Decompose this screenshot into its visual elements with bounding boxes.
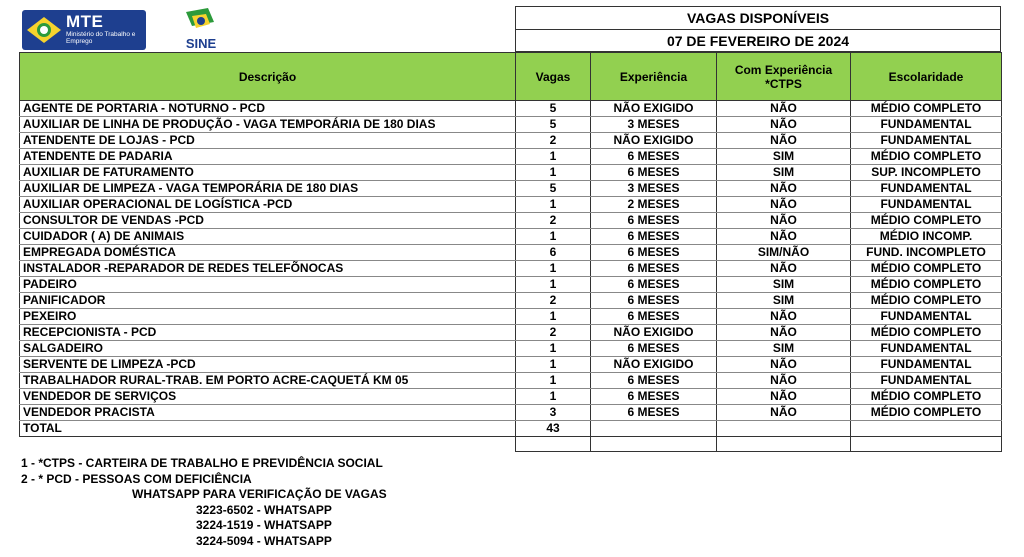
cell-descricao: PADEIRO [20, 277, 516, 293]
cell-ctps: SIM [717, 341, 851, 357]
cell-vagas: 6 [516, 245, 591, 261]
col-header-descricao: Descrição [20, 53, 516, 101]
cell-ctps: NÃO [717, 197, 851, 213]
cell-vagas: 1 [516, 341, 591, 357]
brazil-flag-icon [25, 14, 63, 46]
whatsapp-phone: 3224-1519 - WHATSAPP [196, 518, 332, 532]
cell-escolaridade: MÉDIO COMPLETO [851, 405, 1002, 421]
cell-experiencia: 3 MESES [591, 181, 717, 197]
cell-descricao: AUXILIAR DE LINHA DE PRODUÇÃO - VAGA TEMPORÁRIA DE 180 DIAS [20, 117, 516, 133]
cell-escolaridade: FUNDAMENTAL [851, 357, 1002, 373]
sine-logo [178, 6, 224, 52]
cell-vagas: 2 [516, 213, 591, 229]
cell-ctps: NÃO [717, 229, 851, 245]
page-title: VAGAS DISPONÍVEIS [686, 10, 830, 26]
cell-experiencia: NÃO EXIGIDO [591, 357, 717, 373]
cell-escolaridade: MÉDIO COMPLETO [851, 389, 1002, 405]
page-date: 07 DE FEVEREIRO DE 2024 [516, 29, 1000, 52]
table-row [20, 213, 1002, 229]
table-row [20, 325, 1002, 341]
table-row [20, 277, 1002, 293]
col-header-experiencia: Experiência [591, 53, 717, 101]
whatsapp-phone: 3223-6502 - WHATSAPP [196, 502, 332, 517]
table-body [20, 101, 1002, 421]
col-header-vagas: Vagas [516, 53, 591, 101]
cell-experiencia: NÃO EXIGIDO [591, 325, 717, 341]
cell-escolaridade: MÉDIO COMPLETO [851, 101, 1002, 117]
whatsapp-phone: 3224-5094 - WHATSAPP [196, 533, 332, 548]
cell-descricao: AUXILIAR DE FATURAMENTO [20, 165, 516, 181]
table-row [20, 405, 1002, 421]
total-empty-cell [717, 421, 851, 437]
cell-ctps: NÃO [717, 117, 851, 133]
cell-descricao: PEXEIRO [20, 309, 516, 325]
cell-experiencia: 6 MESES [591, 261, 717, 277]
blank-row [20, 437, 1002, 452]
cell-experiencia: 6 MESES [591, 405, 717, 421]
cell-escolaridade: MÉDIO COMPLETO [851, 325, 1002, 341]
cell-descricao: TRABALHADOR RURAL-TRAB. EM PORTO ACRE-CAQUETÁ KM 05 [20, 373, 516, 389]
cell-descricao: AUXILIAR OPERACIONAL DE LOGÍSTICA -PCD [20, 197, 516, 213]
cell-ctps: NÃO [717, 213, 851, 229]
blank-cell [591, 437, 717, 452]
cell-experiencia: 2 MESES [591, 197, 717, 213]
table-row [20, 389, 1002, 405]
cell-descricao: CUIDADOR ( A) DE ANIMAIS [20, 229, 516, 245]
total-empty-cell [851, 421, 1002, 437]
cell-escolaridade: MÉDIO COMPLETO [851, 261, 1002, 277]
col-header-escolaridade: Escolaridade [851, 53, 1002, 101]
cell-experiencia: 6 MESES [591, 373, 717, 389]
cell-ctps: SIM [717, 165, 851, 181]
cell-experiencia: 6 MESES [591, 389, 717, 405]
cell-ctps: NÃO [717, 101, 851, 117]
mte-logo [22, 10, 146, 50]
mte-subtitle: Ministério do Trabalho e Emprego [66, 31, 136, 45]
cell-escolaridade: MÉDIO COMPLETO [851, 277, 1002, 293]
cell-descricao: VENDEDOR DE SERVIÇOS [20, 389, 516, 405]
vacancies-table [19, 52, 1002, 452]
cell-descricao: VENDEDOR PRACISTA [20, 405, 516, 421]
cell-vagas: 5 [516, 101, 591, 117]
cell-ctps: SIM [717, 149, 851, 165]
whatsapp-title: WHATSAPP PARA VERIFICAÇÃO DE VAGAS [132, 487, 387, 501]
cell-ctps: NÃO [717, 133, 851, 149]
cell-descricao: SALGADEIRO [20, 341, 516, 357]
cell-vagas: 1 [516, 197, 591, 213]
cell-experiencia: NÃO EXIGIDO [591, 101, 717, 117]
cell-vagas: 1 [516, 309, 591, 325]
cell-ctps: NÃO [717, 309, 851, 325]
cell-descricao: RECEPCIONISTA - PCD [20, 325, 516, 341]
header-box [515, 6, 1001, 52]
cell-experiencia: 3 MESES [591, 117, 717, 133]
cell-ctps: NÃO [717, 405, 851, 421]
table-row [20, 357, 1002, 373]
cell-experiencia: 6 MESES [591, 213, 717, 229]
cell-experiencia: 6 MESES [591, 341, 717, 357]
cell-descricao: AGENTE DE PORTARIA - NOTURNO - PCD [20, 101, 516, 117]
cell-vagas: 1 [516, 277, 591, 293]
cell-vagas: 1 [516, 165, 591, 181]
cell-ctps: NÃO [717, 389, 851, 405]
cell-experiencia: 6 MESES [591, 293, 717, 309]
cell-escolaridade: FUNDAMENTAL [851, 309, 1002, 325]
logos-area [18, 6, 238, 52]
cell-escolaridade: MÉDIO COMPLETO [851, 213, 1002, 229]
cell-ctps: SIM [717, 293, 851, 309]
total-value: 43 [516, 421, 591, 437]
table-row [20, 309, 1002, 325]
cell-descricao: EMPREGADA DOMÉSTICA [20, 245, 516, 261]
footnote-ctps: 1 - *CTPS - CARTEIRA DE TRABALHO E PREVIDÊNCIA SOCIAL [21, 456, 383, 470]
cell-experiencia: 6 MESES [591, 309, 717, 325]
table-row [20, 341, 1002, 357]
table-row [20, 165, 1002, 181]
cell-escolaridade: FUNDAMENTAL [851, 117, 1002, 133]
cell-escolaridade: FUNDAMENTAL [851, 341, 1002, 357]
cell-escolaridade: FUNDAMENTAL [851, 373, 1002, 389]
cell-escolaridade: FUNDAMENTAL [851, 197, 1002, 213]
cell-experiencia: 6 MESES [591, 277, 717, 293]
total-empty-cell [591, 421, 717, 437]
cell-vagas: 5 [516, 181, 591, 197]
sine-emblem-icon [178, 6, 224, 38]
cell-experiencia: 6 MESES [591, 229, 717, 245]
blank-cell [516, 437, 591, 452]
cell-vagas: 2 [516, 325, 591, 341]
cell-vagas: 1 [516, 389, 591, 405]
total-row [20, 421, 1002, 437]
cell-descricao: CONSULTOR DE VENDAS -PCD [20, 213, 516, 229]
cell-experiencia: NÃO EXIGIDO [591, 133, 717, 149]
cell-descricao: SERVENTE DE LIMPEZA -PCD [20, 357, 516, 373]
cell-vagas: 1 [516, 261, 591, 277]
cell-vagas: 5 [516, 117, 591, 133]
table-row [20, 133, 1002, 149]
table-row [20, 117, 1002, 133]
cell-descricao: AUXILIAR DE LIMPEZA - VAGA TEMPORÁRIA DE 180 DIAS [20, 181, 516, 197]
cell-vagas: 2 [516, 293, 591, 309]
table-row [20, 293, 1002, 309]
cell-ctps: NÃO [717, 261, 851, 277]
table-header-row [20, 53, 1002, 101]
cell-escolaridade: FUND. INCOMPLETO [851, 245, 1002, 261]
cell-vagas: 2 [516, 133, 591, 149]
cell-escolaridade: MÉDIO INCOMP. [851, 229, 1002, 245]
blank-cell [851, 437, 1002, 452]
cell-ctps: SIM [717, 277, 851, 293]
cell-vagas: 1 [516, 357, 591, 373]
cell-vagas: 1 [516, 229, 591, 245]
footnotes [21, 456, 387, 549]
blank-cell [20, 437, 516, 452]
cell-descricao: ATENDENTE DE LOJAS - PCD [20, 133, 516, 149]
cell-descricao: ATENDENTE DE PADARIA [20, 149, 516, 165]
cell-ctps: SIM/NÃO [717, 245, 851, 261]
table-row [20, 261, 1002, 277]
cell-escolaridade: MÉDIO COMPLETO [851, 293, 1002, 309]
table-row [20, 101, 1002, 117]
sine-name: SINE [185, 36, 217, 51]
footnote-pcd: 2 - * PCD - PESSOAS COM DEFICIÊNCIA [21, 471, 252, 486]
cell-vagas: 1 [516, 373, 591, 389]
cell-ctps: NÃO [717, 357, 851, 373]
cell-escolaridade: FUNDAMENTAL [851, 133, 1002, 149]
cell-vagas: 1 [516, 149, 591, 165]
cell-ctps: NÃO [717, 373, 851, 389]
mte-name: MTE [66, 12, 104, 31]
table-row [20, 245, 1002, 261]
cell-vagas: 3 [516, 405, 591, 421]
cell-experiencia: 6 MESES [591, 149, 717, 165]
cell-experiencia: 6 MESES [591, 245, 717, 261]
cell-descricao: PANIFICADOR [20, 293, 516, 309]
table-row [20, 149, 1002, 165]
cell-escolaridade: FUNDAMENTAL [851, 181, 1002, 197]
cell-ctps: NÃO [717, 181, 851, 197]
cell-experiencia: 6 MESES [591, 165, 717, 181]
cell-escolaridade: MÉDIO COMPLETO [851, 149, 1002, 165]
table-row [20, 229, 1002, 245]
table-row [20, 197, 1002, 213]
cell-escolaridade: SUP. INCOMPLETO [851, 165, 1002, 181]
table-row [20, 181, 1002, 197]
cell-descricao: INSTALADOR -REPARADOR DE REDES TELEFÕNOCAS [20, 261, 516, 277]
col-header-ctps: Com Experiência *CTPS [717, 53, 851, 101]
blank-cell [717, 437, 851, 452]
table-row [20, 373, 1002, 389]
cell-ctps: NÃO [717, 325, 851, 341]
total-label: TOTAL [20, 421, 516, 437]
